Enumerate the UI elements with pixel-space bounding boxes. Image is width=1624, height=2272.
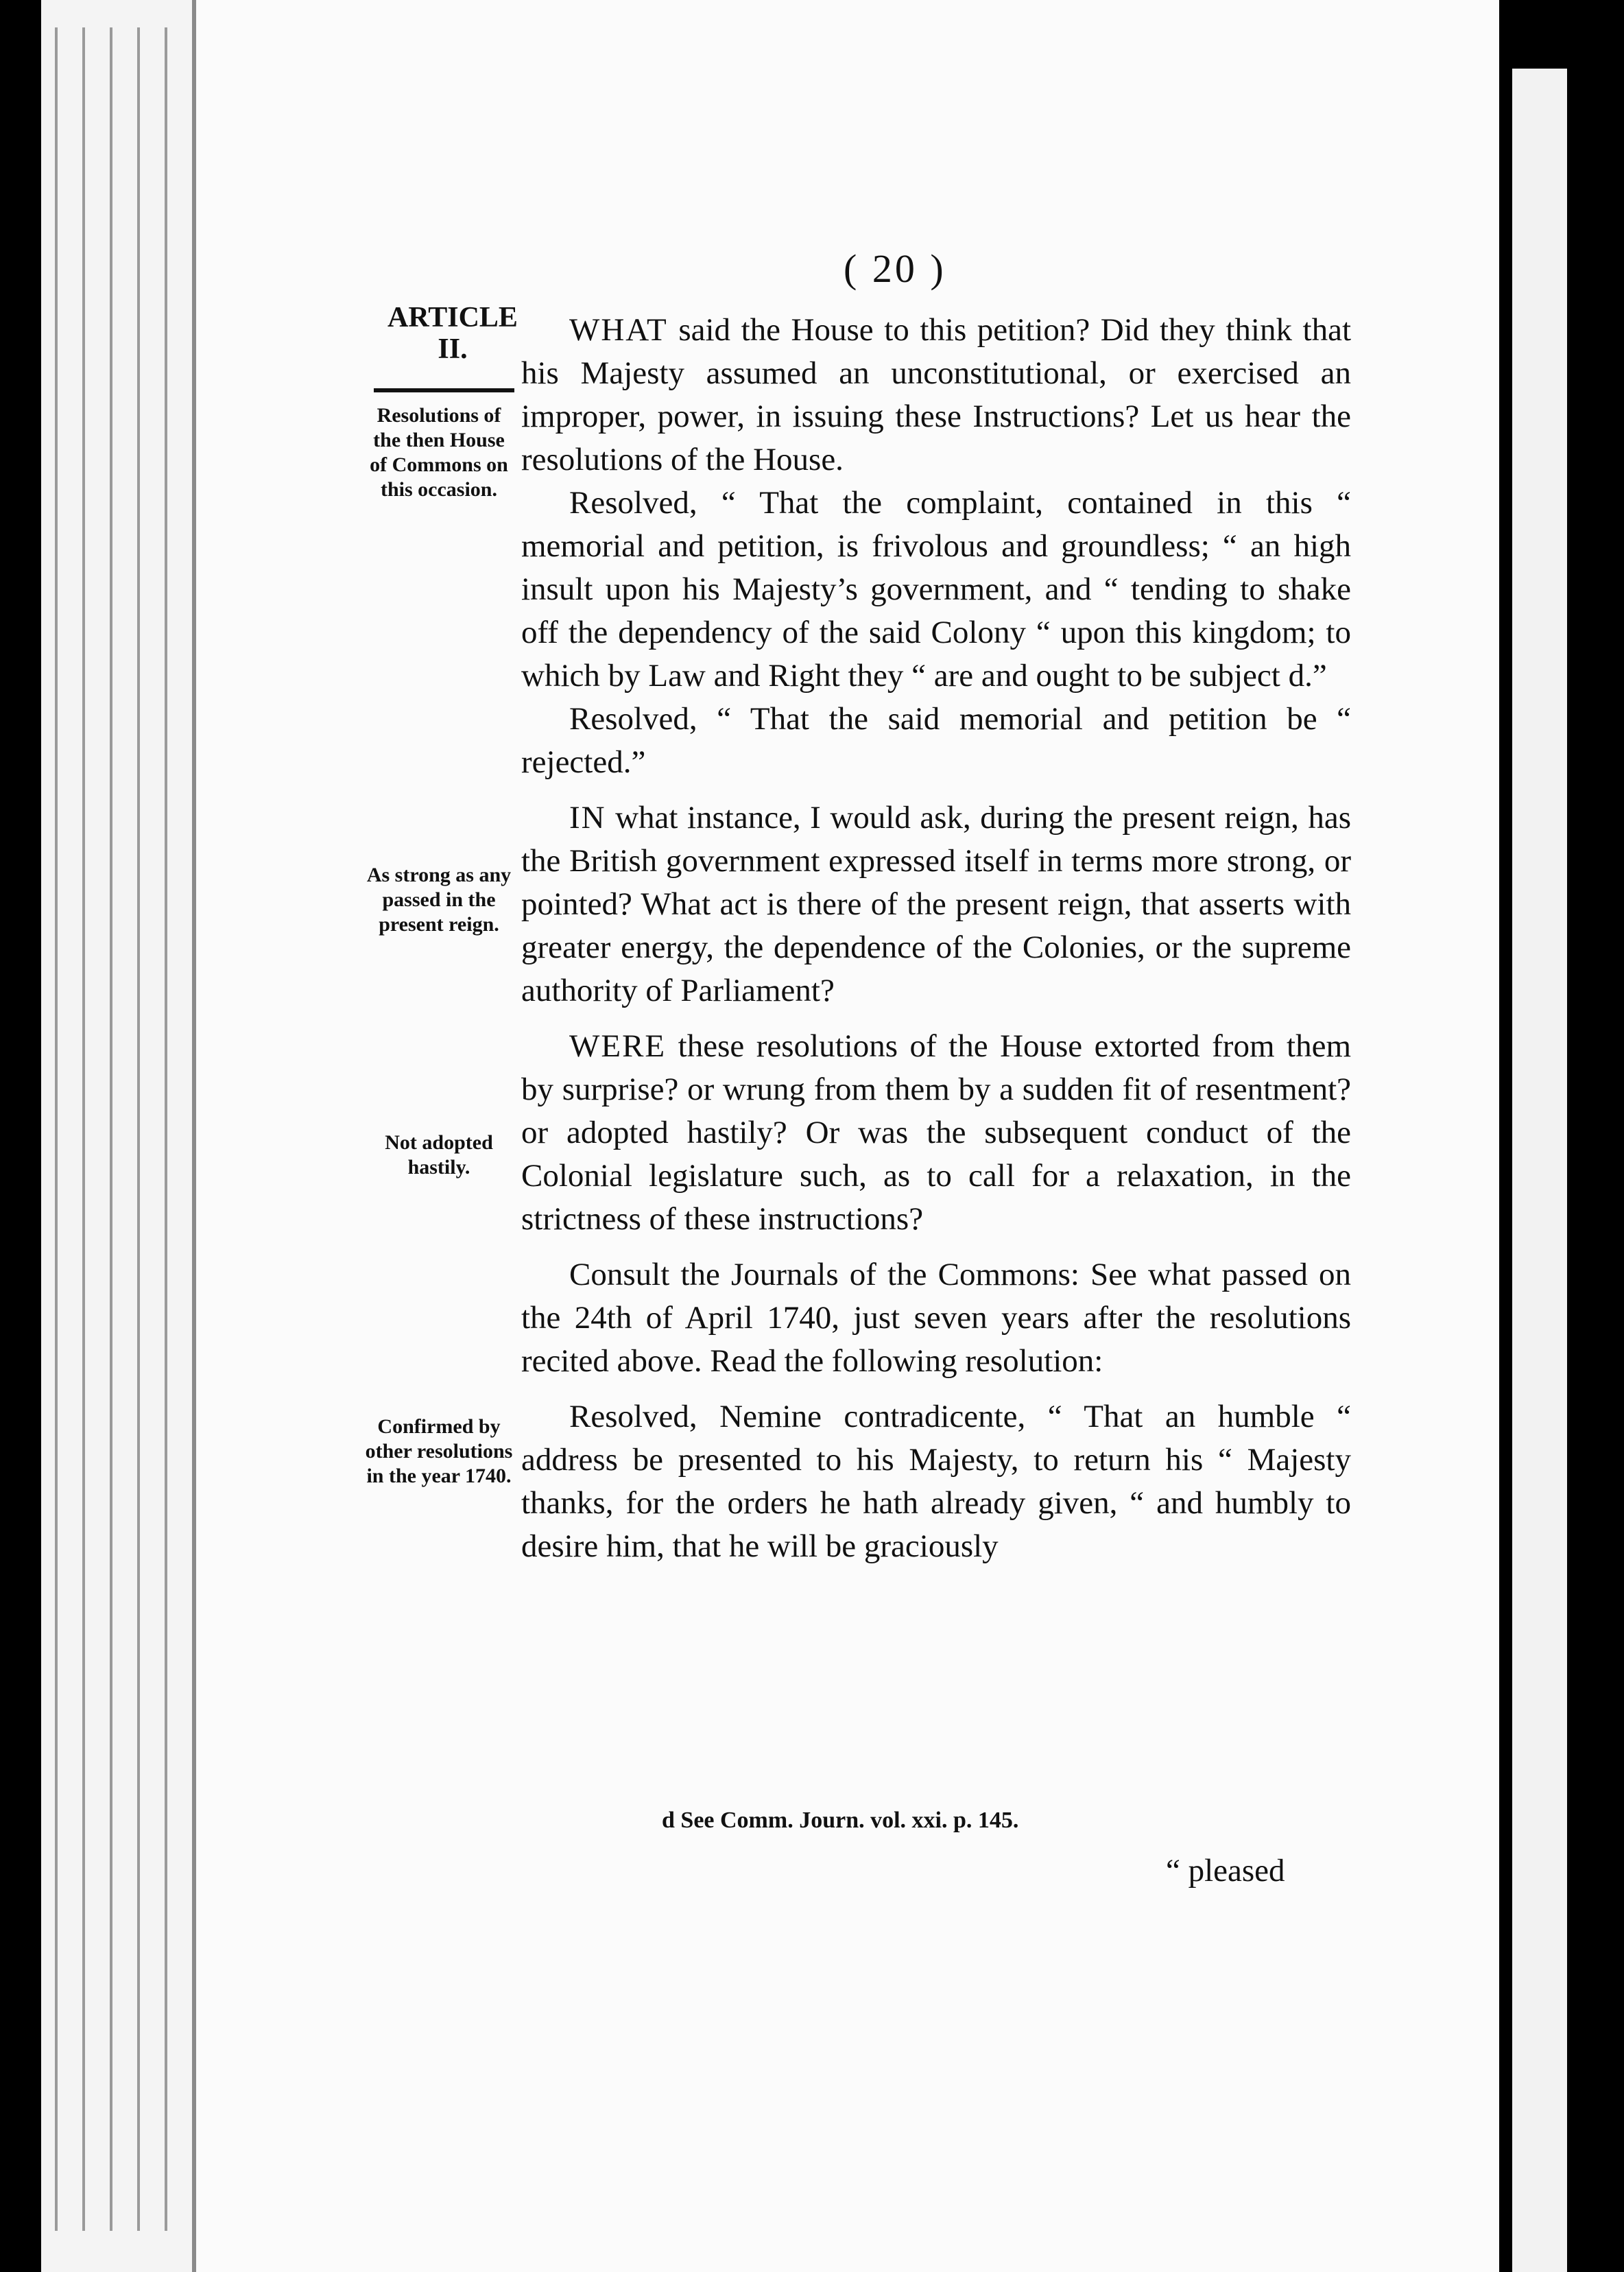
paragraph-4-lead: IN [569,800,606,836]
main-text [521,309,1351,1568]
book-page-edges [41,0,206,2272]
facing-page-edge [1512,69,1567,2272]
paragraph-5-text: these resolutions of the House extorted from them by surprise? or wrung from them by a sudden fit of resentment? or adopted hastily? Or was the subsequent conduct of the Colonial legislature such, as to call for a relaxation, in the strictness of these instructions? [521,1028,1351,1237]
paragraph-4 [521,796,1351,1013]
page-number: ( 20 ) [844,246,946,291]
catchword: “ pleased [1166,1853,1285,1889]
paragraph-6: Consult the Journals of the Commons: See what passed on the 24th of April 1740, just seven years after the resolutions recited above. Read the following resolution: [521,1257,1351,1379]
margin-note-not-adopted: Not adopted hastily. [385,1131,493,1179]
footnote: d See Comm. Journ. vol. xxi. p. 145. [662,1808,1019,1833]
paragraph-1-lead: WHAT [569,312,668,348]
margin-note-confirmed: Confirmed by other resolutions in the year 1740. [365,1415,513,1487]
margin-note-as-strong: As strong as any passed in the present reign. [366,864,512,936]
paragraph-1-text: said the House to this petition? Did they think that his Majesty assumed an unconstitutional, or exercised an improper, power, in issuing these Instructions? Let us hear the resolutions of the House. [521,312,1351,477]
paragraph-1 [521,309,1351,482]
margin-note-resolutions: Resolutions of the then House of Commons on this occasion. [370,404,508,501]
paragraph-2: Resolved, “ That the complaint, contained in this “ memorial and petition, is frivolous and groundless; “ an high insult upon his Majesty’s government, and “ tending to shake off the dependency of the said Colony “ upon this kingdom; to which by Law and Right they “ are and ought to be subject d.” [521,485,1351,694]
article-number: II. [438,333,468,365]
paragraph-4-text: what instance, I would ask, during the present reign, has the British government expressed itself in terms more strong, or pointed? What act is there of the present reign, that asserts with greater energy, the dependence of the Colonies, or the supreme authority of Parliament? [521,800,1351,1008]
article-rule [374,388,514,392]
paragraph-3: Resolved, “ That the said memorial and petition be “ rejected.” [521,701,1351,780]
paragraph-5 [521,1025,1351,1241]
paragraph-7: Resolved, Nemine contradicente, “ That an humble “ address be presented to his Majesty, to return his “ Majesty thanks, for the orders he hath already given, “ and humbly to desire him, that he will be graciously [521,1399,1351,1564]
article-label: ARTICLE [387,302,518,333]
paragraph-5-lead: WERE [569,1028,667,1064]
article-heading [384,302,521,365]
